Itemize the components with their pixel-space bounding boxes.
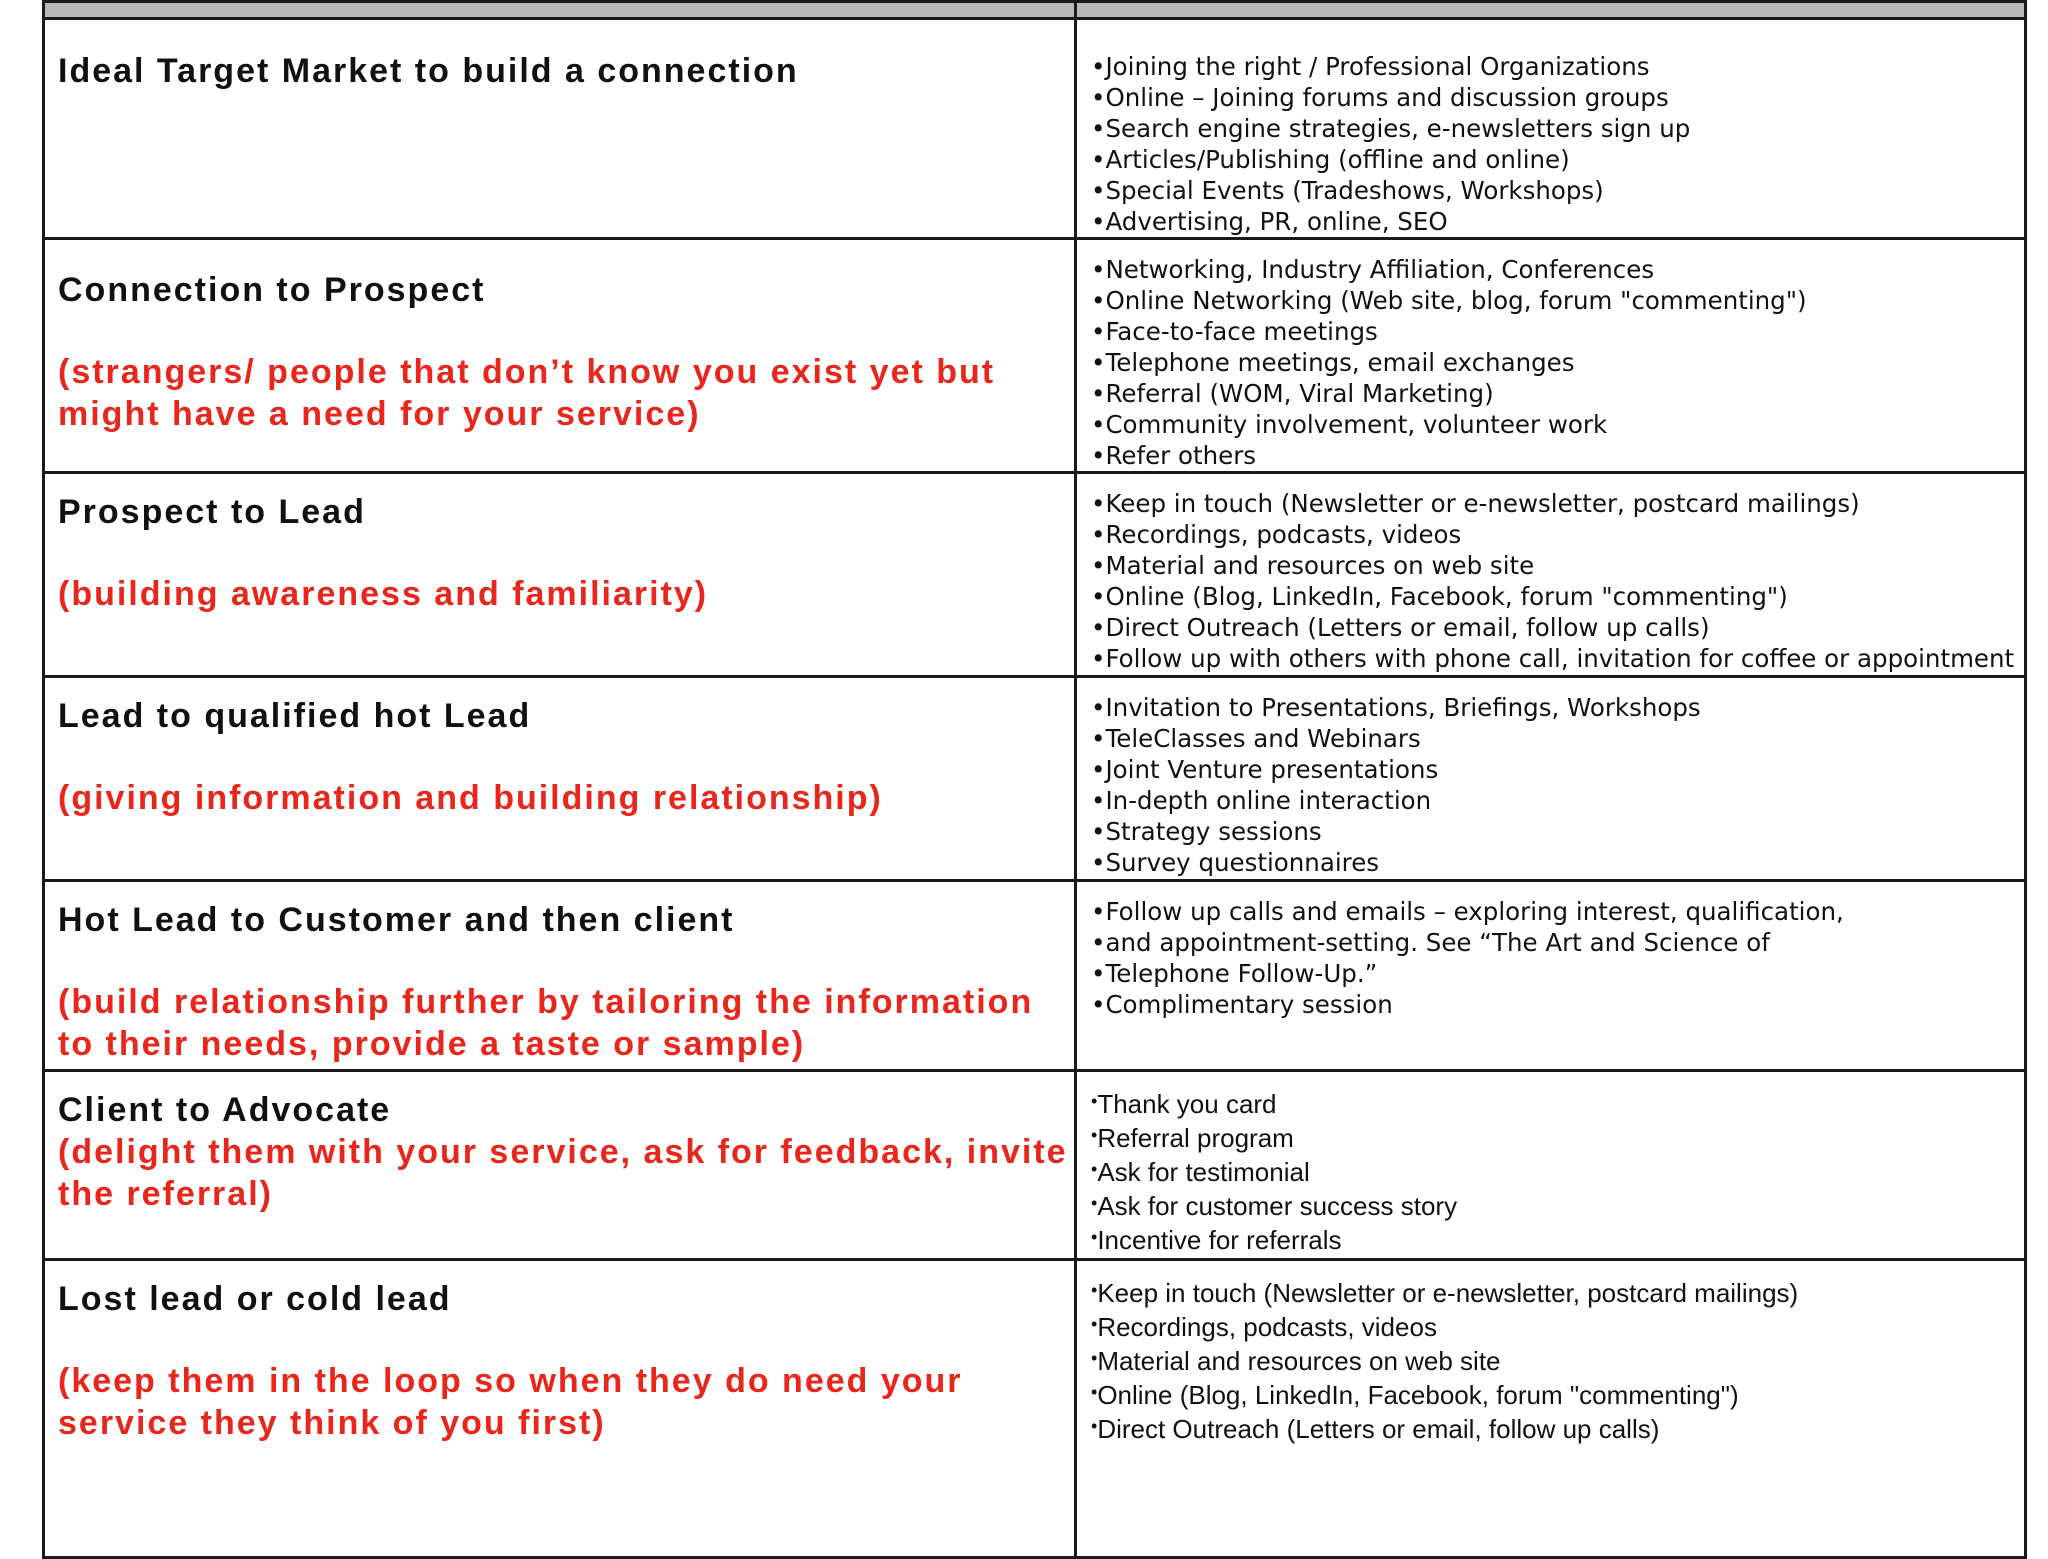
activity-item: • Thank you card [1091,1086,2024,1120]
activity-item: • Keep in touch (Newsletter or e-newsletter, postcard mailings) [1091,1275,2024,1309]
stage-cell [44,1260,1076,1558]
stage-cell [44,881,1076,1071]
activity-item: • Incentive for referrals [1091,1222,2024,1256]
activity-item: • Special Events (Tradeshows, Workshops) [1091,175,2024,206]
activity-item: • Ask for customer success story [1091,1188,2024,1222]
activity-list [1091,678,2024,878]
activities-cell [1076,1071,2026,1260]
activities-cell [1076,473,2026,677]
stage-cell [44,677,1076,881]
activity-item: • Telephone Follow-Up.” [1091,958,2024,989]
activity-item: • In-depth online interaction [1091,785,2024,816]
stage-title: Client to Advocate [58,1091,392,1129]
activity-item: • Follow up with others with phone call, invitation for coffee or appointment [1091,643,2024,674]
activities-cell [1076,239,2026,473]
activity-item: • Strategy sessions [1091,816,2024,847]
activity-item: • Recordings, podcasts, videos [1091,519,2024,550]
table-row [44,239,2026,473]
table-row [44,1071,2026,1260]
activity-item: • Face-to-face meetings [1091,316,2024,347]
stage-note: (giving information and building relationship) [58,779,883,817]
activity-item: • Referral (WOM, Viral Marketing) [1091,378,2024,409]
activity-list [1091,474,2024,674]
activity-item: • Keep in touch (Newsletter or e-newsletter, postcard mailings) [1091,488,2024,519]
stage-title: Connection to Prospect [58,271,486,309]
stage-note: (building awareness and familiarity) [58,575,709,613]
stage-cell [44,19,1076,239]
activity-list [1091,1072,2024,1256]
activity-item: • Community involvement, volunteer work [1091,409,2024,440]
activity-item: • Invitation to Presentations, Briefings, Workshops [1091,692,2024,723]
activity-item: • Refer others [1091,440,2024,471]
activity-list [1091,882,2024,1020]
header-cell-left [44,2,1076,19]
stage-title: Lost lead or cold lead [58,1280,452,1318]
activity-item: • Online Networking (Web site, blog, forum "commenting") [1091,285,2024,316]
table-row [44,1260,2026,1558]
table-row [44,677,2026,881]
activity-item: • Networking, Industry Affiliation, Conferences [1091,254,2024,285]
activities-cell [1076,19,2026,239]
activity-item: • Search engine strategies, e-newsletters sign up [1091,113,2024,144]
activity-item: • Material and resources on web site [1091,1343,2024,1377]
table-header-row [44,2,2026,19]
activity-item: • Follow up calls and emails – exploring interest, qualification, [1091,896,2024,927]
activity-item: • Complimentary session [1091,989,2024,1020]
stage-cell [44,1071,1076,1260]
activity-item: • TeleClasses and Webinars [1091,723,2024,754]
stage-title: Lead to qualified hot Lead [58,697,532,735]
activities-cell [1076,881,2026,1071]
stage-cell [44,473,1076,677]
activity-item: • Direct Outreach (Letters or email, follow up calls) [1091,1411,2024,1445]
activity-item: • Survey questionnaires [1091,847,2024,878]
table-row [44,473,2026,677]
activity-item: • Material and resources on web site [1091,550,2024,581]
activity-list [1091,240,2024,471]
activity-item: • Online (Blog, LinkedIn, Facebook, forum "commenting") [1091,1377,2024,1411]
stage-title: Hot Lead to Customer and then client [58,901,735,939]
activity-item: • Recordings, podcasts, videos [1091,1309,2024,1343]
activity-item: • Online (Blog, LinkedIn, Facebook, forum "commenting") [1091,581,2024,612]
stage-note: (delight them with your service, ask for feedback, invite the referral) [58,1133,1068,1213]
activity-item: • and appointment-setting. See “The Art and Science of [1091,927,2024,958]
stage-title: Ideal Target Market to build a connection [58,52,799,90]
activities-cell [1076,677,2026,881]
stage-cell [44,239,1076,473]
funnel-stages-table [42,0,2027,1559]
activity-item: • Online – Joining forums and discussion groups [1091,82,2024,113]
activity-item: • Ask for testimonial [1091,1154,2024,1188]
activity-item: • Direct Outreach (Letters or email, follow up calls) [1091,612,2024,643]
activity-item: • Joining the right / Professional Organizations [1091,51,2024,82]
activity-item: • Joint Venture presentations [1091,754,2024,785]
header-cell-right [1076,2,2026,19]
activity-item: • Articles/Publishing (offline and online) [1091,144,2024,175]
stage-title: Prospect to Lead [58,493,366,531]
activity-list [1091,20,2024,237]
activity-list [1091,1261,2024,1445]
stage-note: (build relationship further by tailoring the information to their needs, provide a taste or sample) [58,983,1034,1063]
activities-cell [1076,1260,2026,1558]
stage-note: (strangers/ people that don’t know you exist yet but might have a need for your service) [58,353,996,433]
stage-note: (keep them in the loop so when they do need your service they think of you first) [58,1362,963,1442]
activity-item: • Telephone meetings, email exchanges [1091,347,2024,378]
table-row [44,881,2026,1071]
table-row [44,19,2026,239]
activity-item: • Advertising, PR, online, SEO [1091,206,2024,237]
activity-item: • Referral program [1091,1120,2024,1154]
